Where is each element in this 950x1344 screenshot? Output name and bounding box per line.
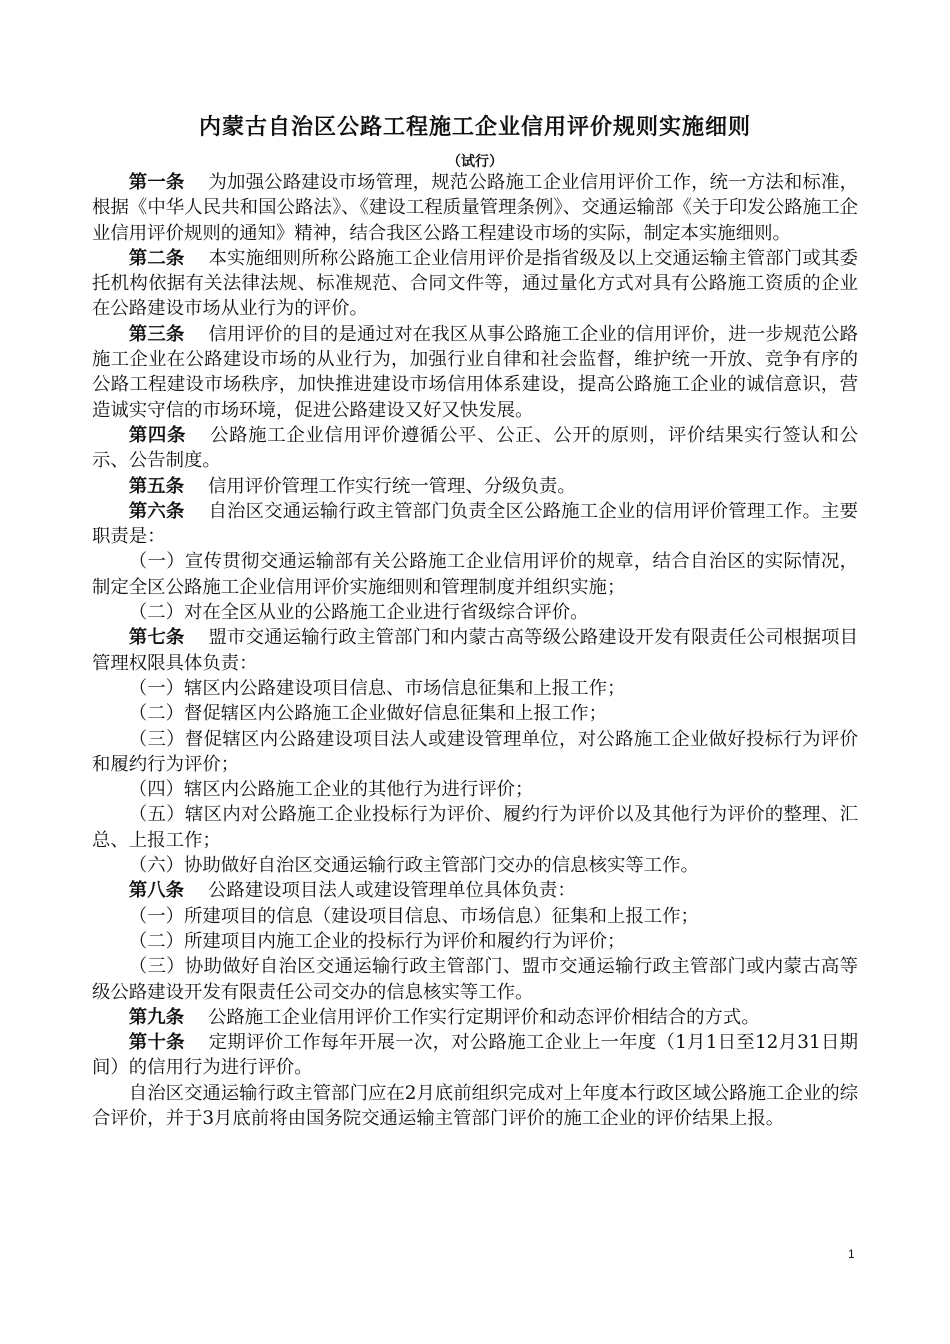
paragraph <box>92 878 858 903</box>
paragraph-text: （一）辖区内公路建设项目信息、市场信息征集和上报工作； <box>128 677 626 699</box>
paragraph <box>92 954 858 1005</box>
paragraph-text: 本实施细则所称公路施工企业信用评价是指省级及以上交通运输主管部门或其委托机构依据有关法律法规、标准规范、合同文件等，通过量化方式对具有公路施工资质的企业在公路建设市场从业行为的评价。 <box>92 247 858 320</box>
paragraph <box>92 246 858 322</box>
paragraph-text: 公路施工企业信用评价工作实行定期评价和动态评价相结合的方式。 <box>207 1006 760 1028</box>
article-number: 第九条 <box>128 1006 184 1028</box>
paragraph-text: 自治区交通运输行政主管部门应在2月底前组织完成对上年度本行政区域公路施工企业的综合评价，并于3月底前将由国务院交通运输主管部门评价的施工企业的评价结果上报。 <box>92 1082 858 1129</box>
paragraph <box>92 777 858 802</box>
article-number: 第二条 <box>128 247 185 269</box>
paragraph <box>92 474 858 499</box>
paragraph <box>92 929 858 954</box>
paragraph <box>92 170 858 246</box>
article-number: 第四条 <box>128 424 187 446</box>
paragraph-text: 自治区交通运输行政主管部门负责全区公路施工企业的信用评价管理工作。主要职责是： <box>92 500 858 548</box>
article-number: 第十条 <box>128 1032 185 1054</box>
paragraph <box>92 423 858 474</box>
paragraph-text: 信用评价的目的是通过对在我区从事公路施工企业的信用评价，进一步规范公路施工企业在公路建设市场的从业行为，加强行业自律和社会监督，维护统一开放、竞争有序的公路工程建设市场秩序，加快推进建设市场信用体系建设，提高公路施工企业的诚信意识，营造诚实守信的市场环境，促进公路建设又好又快发展。 <box>92 323 858 421</box>
article-number: 第三条 <box>128 323 185 345</box>
paragraph-text: （一）宣传贯彻交通运输部有关公路施工企业信用评价的规章，结合自治区的实际情况，制定全区公路施工企业信用评价实施细则和管理制度并组织实施； <box>92 551 858 598</box>
paragraph-text: （一）所建项目的信息（建设项目信息、市场信息）征集和上报工作； <box>128 905 699 927</box>
paragraph-text: 信用评价管理工作实行统一管理、分级负责。 <box>207 475 576 497</box>
paragraph <box>92 1081 858 1132</box>
paragraph-text: （二）所建项目内施工企业的投标行为评价和履约行为评价； <box>128 930 626 952</box>
paragraph-text: （三）督促辖区内公路建设项目法人或建设管理单位，对公路施工企业做好投标行为评价和履约行为评价； <box>92 728 858 775</box>
article-number: 第七条 <box>128 627 185 649</box>
paragraph <box>92 727 858 778</box>
article-number: 第一条 <box>128 172 185 193</box>
paragraph-text: 盟市交通运输行政主管部门和内蒙古高等级公路建设开发有限责任公司根据项目管理权限具体负责： <box>92 627 858 674</box>
document-body <box>92 170 858 1131</box>
paragraph <box>92 701 858 726</box>
paragraph-text: （五）辖区内对公路施工企业投标行为评价、履约行为评价以及其他行为评价的整理、汇总、上报工作； <box>92 804 858 851</box>
paragraph <box>92 802 858 853</box>
paragraph <box>92 600 858 625</box>
paragraph-text: （六）协助做好自治区交通运输行政主管部门交办的信息核实等工作。 <box>128 855 699 877</box>
paragraph-text: 公路建设项目法人或建设管理单位具体负责： <box>207 880 576 902</box>
paragraph-text: 定期评价工作每年开展一次，对公路施工企业上一年度（1月1日至12月31日期间）的信用行为进行评价。 <box>92 1032 858 1079</box>
paragraph-text: 公路施工企业信用评价遵循公平、公正、公开的原则，评价结果实行签认和公示、公告制度。 <box>92 424 858 472</box>
document-subtitle: （试行） <box>447 154 503 170</box>
document-title: 内蒙古自治区公路工程施工企业信用评价规则实施细则 <box>198 115 751 140</box>
paragraph <box>92 1030 858 1081</box>
article-number: 第五条 <box>128 475 184 497</box>
paragraph <box>92 1005 858 1030</box>
paragraph <box>92 499 858 550</box>
paragraph <box>92 676 858 701</box>
paragraph <box>92 853 858 878</box>
article-number: 第六条 <box>128 500 185 522</box>
paragraph <box>92 322 858 423</box>
page-number: 1 <box>848 1247 855 1261</box>
paragraph <box>92 549 858 600</box>
paragraph-text: （二）督促辖区内公路施工企业做好信息征集和上报工作； <box>128 703 607 725</box>
paragraph-text: （四）辖区内公路施工企业的其他行为进行评价； <box>128 779 534 801</box>
paragraph-text: （三）协助做好自治区交通运输行政主管部门、盟市交通运输行政主管部门或内蒙古高等级公路建设开发有限责任公司交办的信息核实等工作。 <box>92 956 858 1003</box>
paragraph <box>92 625 858 676</box>
paragraph-text: （二）对在全区从业的公路施工企业进行省级综合评价。 <box>128 602 589 624</box>
paragraph-text: 为加强公路建设市场管理，规范公路施工企业信用评价工作，统一方法和标准，根据《中华人民共和国公路法》、《建设工程质量管理条例》、交通运输部《关于印发公路施工企业信用评价规则的通知》精神，结合我区公路工程建设市场的实际，制定本实施细则。 <box>92 172 858 244</box>
article-number: 第八条 <box>128 880 184 902</box>
paragraph <box>92 904 858 929</box>
